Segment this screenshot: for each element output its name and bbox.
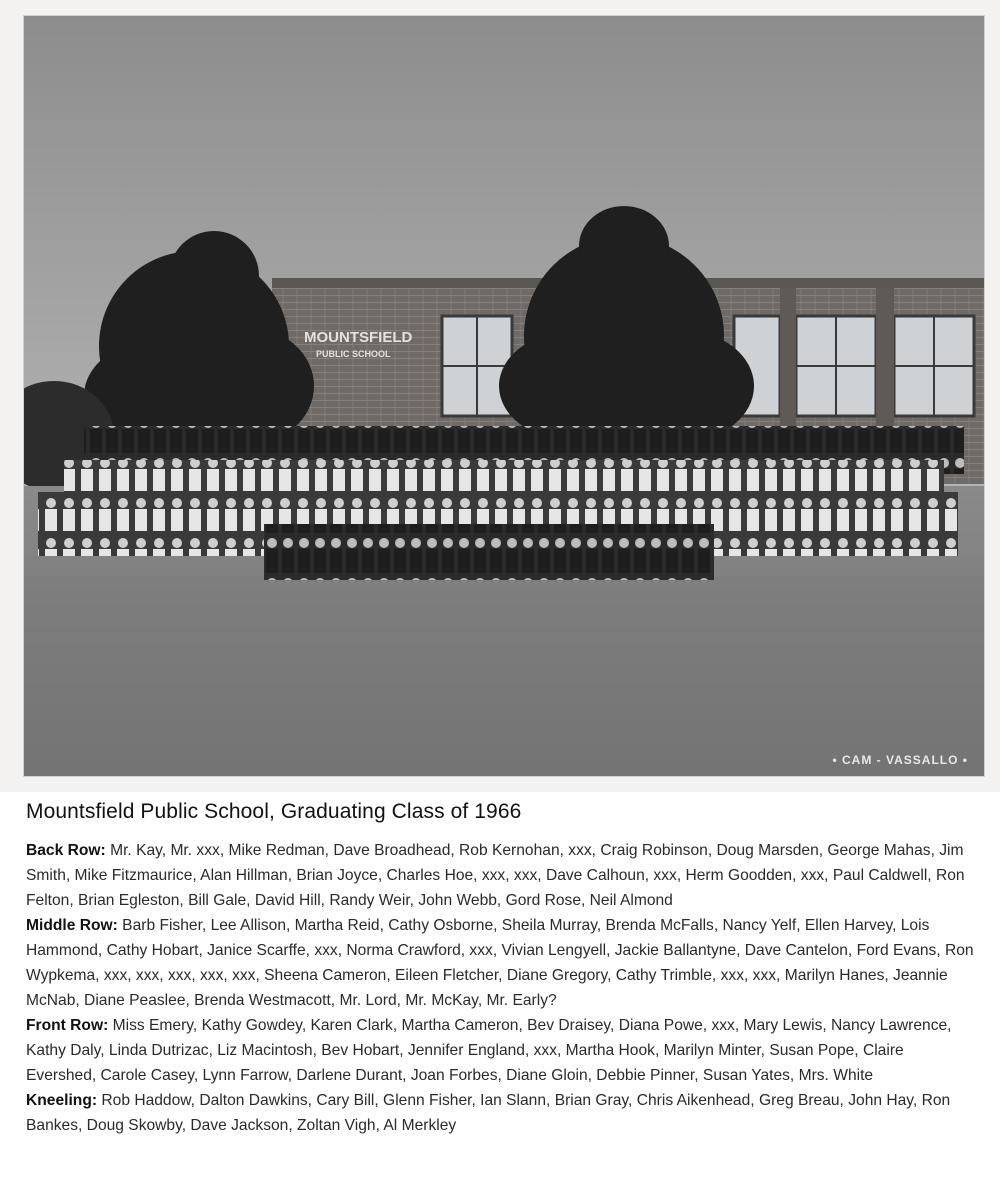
name-rows (26, 838, 978, 1138)
row-label: Front Row: (26, 1017, 109, 1034)
photographer-stamp: • CAM - VASSALLO • (832, 753, 968, 767)
row-back (26, 838, 978, 913)
building-sign-line2: PUBLIC SCHOOL (316, 349, 391, 359)
row-middle (26, 913, 978, 1013)
row-label: Middle Row: (26, 917, 118, 934)
row-front (26, 1013, 978, 1088)
row-names: Rob Haddow, Dalton Dawkins, Cary Bill, Glenn Fisher, Ian Slann, Brian Gray, Chris Aikenhead, Greg Breau, John Hay, Ron Bankes, Doug Skowby, Dave Jackson, Zoltan Vigh, Al Merkley (26, 1092, 951, 1134)
building-sign-line1: MOUNTSFIELD (304, 329, 413, 346)
row-kneeling (26, 1088, 978, 1138)
row-names: Barb Fisher, Lee Allison, Martha Reid, Cathy Osborne, Sheila Murray, Brenda McFalls, Nancy Yelf, Ellen Harvey, Lois Hammond, Cathy Hobart, Janice Scarffe, xxx, Norma Crawford, xxx, Vivian Lengyell, Jackie Ballantyne, Dave Cantelon, Ford Evans, Ron Wypkema, xxx, xxx, xxx, xxx, xxx, Sheena Cameron, Eileen Fletcher, Diane Gregory, Cathy Trimble, xxx, xxx, Marilyn Hanes, Jeannie McNab, Diane Peaslee, Brenda Westmacott, Mr. Lord, Mr. McKay, Mr. Early? (26, 917, 974, 1009)
row-label: Kneeling: (26, 1092, 98, 1109)
caption (26, 800, 978, 1138)
class-photo-illustration (24, 16, 984, 776)
row-label: Back Row: (26, 842, 106, 859)
caption-title: Mountsfield Public School, Graduating Class of 1966 (26, 800, 522, 823)
row-names: Miss Emery, Kathy Gowdey, Karen Clark, Martha Cameron, Bev Draisey, Diana Powe, xxx, Mary Lewis, Nancy Lawrence, Kathy Daly, Linda Dutrizac, Liz Macintosh, Bev Hobart, Jennifer England, xxx, Martha Hook, Marilyn Minter, Susan Pope, Claire Evershed, Carole Casey, Lynn Farrow, Darlene Durant, Joan Forbes, Diane Gloin, Debbie Pinner, Susan Yates, Mrs. White (26, 1017, 952, 1084)
row-names: Mr. Kay, Mr. xxx, Mike Redman, Dave Broadhead, Rob Kernohan, xxx, Craig Robinson, Doug Marsden, George Mahas, Jim Smith, Mike Fitzmaurice, Alan Hillman, Brian Joyce, Charles Hoe, xxx, xxx, Dave Calhoun, xxx, Herm Goodden, xxx, Paul Caldwell, Ron Felton, Brian Egleston, Bill Gale, David Hill, Randy Weir, John Webb, Gord Rose, Neil Almond (26, 842, 965, 909)
class-photo (24, 16, 984, 776)
